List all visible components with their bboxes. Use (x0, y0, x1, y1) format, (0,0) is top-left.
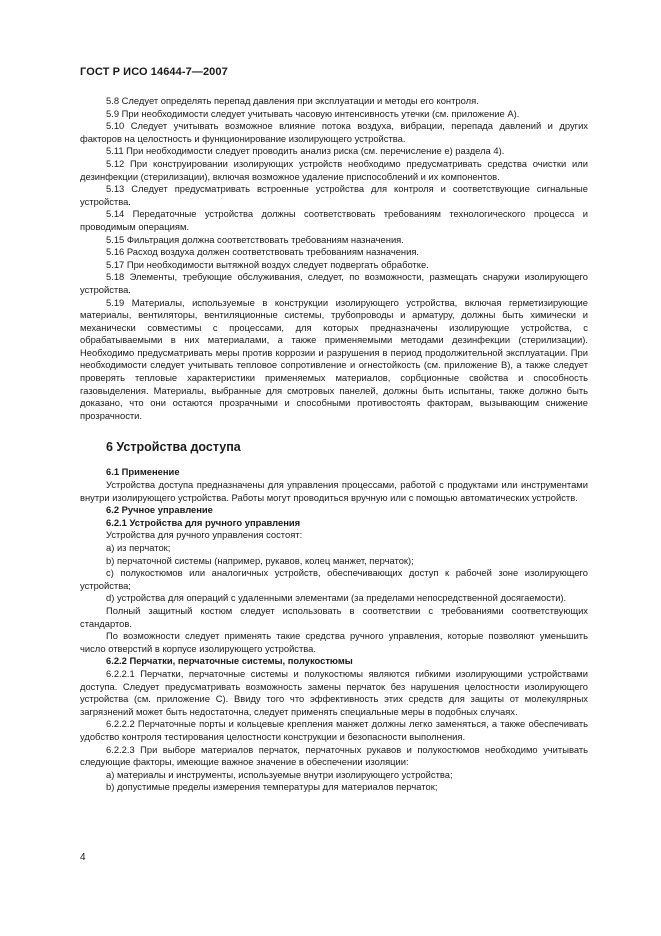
document-body (80, 95, 588, 794)
list-item-6-2-2-3-a: a) материалы и инструменты, используемые внутри изолирующего устройства; (106, 768, 453, 780)
heading-6-2-2: 6.2.2 Перчатки, перчаточные системы, полукостюмы (106, 655, 353, 667)
paragraph-5-18: 5.18 Элементы, требующие обслуживания, следует, по возможности, размещать снаружи изолирующего устройства. (80, 271, 588, 295)
paragraph-5-13: 5.13 Следует предусматривать встроенные устройства для контроля и соответствующие сигнальные устройства. (80, 183, 588, 207)
paragraph-6-1: Устройства доступа предназначены для управления процессами, работой с продуктами или инструментами внутри изолирующего устройства. Работы могут проводиться вручную или с помощью автоматических устройств. (80, 479, 588, 503)
heading-6-2-1: 6.2.1 Устройства для ручного управления (106, 516, 301, 528)
heading-6-2: 6.2 Ручное управление (106, 504, 213, 516)
list-item-c: c) полукостюмов или аналогичных устройств, обеспечивающих доступ к рабочей зоне изолирующего устройства; (80, 567, 588, 591)
paragraph-5-15: 5.15 Фильтрация должна соответствовать требованиям назначения. (106, 233, 404, 245)
list-item-d: d) устройства для операций с удаленными элементами (за пределами непосредственной досягаемости). (106, 592, 567, 604)
page-number: 4 (80, 852, 86, 863)
standard-header: ГОСТ Р ИСО 14644-7—2007 (80, 66, 228, 78)
paragraph-5-17: 5.17 При необходимости вытяжной воздух следует подвергать обработке. (106, 258, 429, 270)
paragraph-5-10: 5.10 Следует учитывать возможное влияние потока воздуха, вибрации, перепада давлений и других факторов на целостность и функционирование изолирующего устройства. (80, 120, 588, 144)
paragraph-5-12: 5.12 При конструировании изолирующих устройств необходимо предусматривать средства очистки или дезинфекции (стерилизации), включая возможное удаление приспособлений и их компонентов. (80, 157, 588, 182)
paragraph-5-8: 5.8 Следует определять перепад давления при эксплуатации и методы его контроля. (106, 95, 479, 106)
paragraph-5-11: 5.11 При необходимости следует проводить анализ риска (см. перечисление е) раздела 4). (106, 145, 505, 157)
section-6-title: 6 Устройства доступа (106, 440, 241, 455)
list-item-b: b) перчаточной системы (например, рукавов, колец манжет, перчаток); (106, 554, 414, 566)
list-item-6-2-2-3-b: b) допустимые пределы измерения температуры для материалов перчаток; (106, 781, 438, 793)
list-item-a: a) из перчаток; (106, 542, 171, 553)
paragraph-6-2-1-openings: По возможности следует применять такие средства ручного управления, которые позволяют уменьшить число отверстий в корпусе изолирующего устройства. (80, 630, 588, 654)
paragraph-6-2-2-1: 6.2.2.1 Перчатки, перчаточные системы и полукостюмы являются гибкими изолирующими устройствами доступа. Следует предусматривать возможность замены перчаток без нарушения целостности изолирующего устройства (см. приложение С). Ввиду того что эффективность этих средств для защиты от молекулярных загрязнений может быть недостаточна, следует применять специальные меры в подобных случаях. (80, 667, 588, 717)
paragraph-6-2-1-intro: Устройства для ручного управления состоят: (106, 529, 303, 541)
paragraph-6-2-2-2: 6.2.2.2 Перчаточные порты и кольцевые крепления манжет должны легко заменяться, а также обеспечивать удобство контроля тестирования целостности конструкции и безопасности выполнения. (80, 718, 588, 742)
paragraph-5-14: 5.14 Передаточные устройства должны соответствовать требованиям технологического процесса и проводимым операциям. (80, 208, 588, 232)
paragraph-5-9: 5.9 При необходимости следует учитывать часовую интенсивность утечки (см. приложение А). (106, 107, 520, 119)
paragraph-5-16: 5.16 Расход воздуха должен соответствовать требованиям назначения. (106, 246, 420, 258)
paragraph-5-19: 5.19 Материалы, используемые в конструкции изолирующего устройства, включая герметизирующие материалы, вентиляторы, вентиляционные системы, трубопроводы и арматуру, должны быть химически и механически совместимы с процессами, для которых предназначены изолирующие устройства, с обрабатываемыми в них материалами, а также применяемыми методами дезинфекции (стерилизации). Необходимо предусматривать меры против коррозии и разрушения в период продолжительной эксплуатации. При необходимости следует учитывать тепловое сопротивление и огнестойкость (см. приложение В), а также следует проверять тепловые характеристики применяемых материалов, сорбционные свойства и способность газовыделения. Материалы, выбранные для смотровых панелей, должны быть испытаны, также должно быть доказано, что они остаются прозрачными и способными противостоять факторам, вызывающим снижение прозрачности. (80, 296, 588, 421)
heading-6-1: 6.1 Применение (106, 466, 180, 478)
paragraph-6-2-2-3: 6.2.2.3 При выборе материалов перчаток, перчаточных рукавов и полукостюмов необходимо учитывать следующие факторы, имеющие важное значение в обеспечении изоляции: (80, 743, 588, 768)
paragraph-6-2-1-full-suit: Полный защитный костюм следует использовать в соответствии с требованиями соответствующих стандартов. (80, 604, 588, 629)
